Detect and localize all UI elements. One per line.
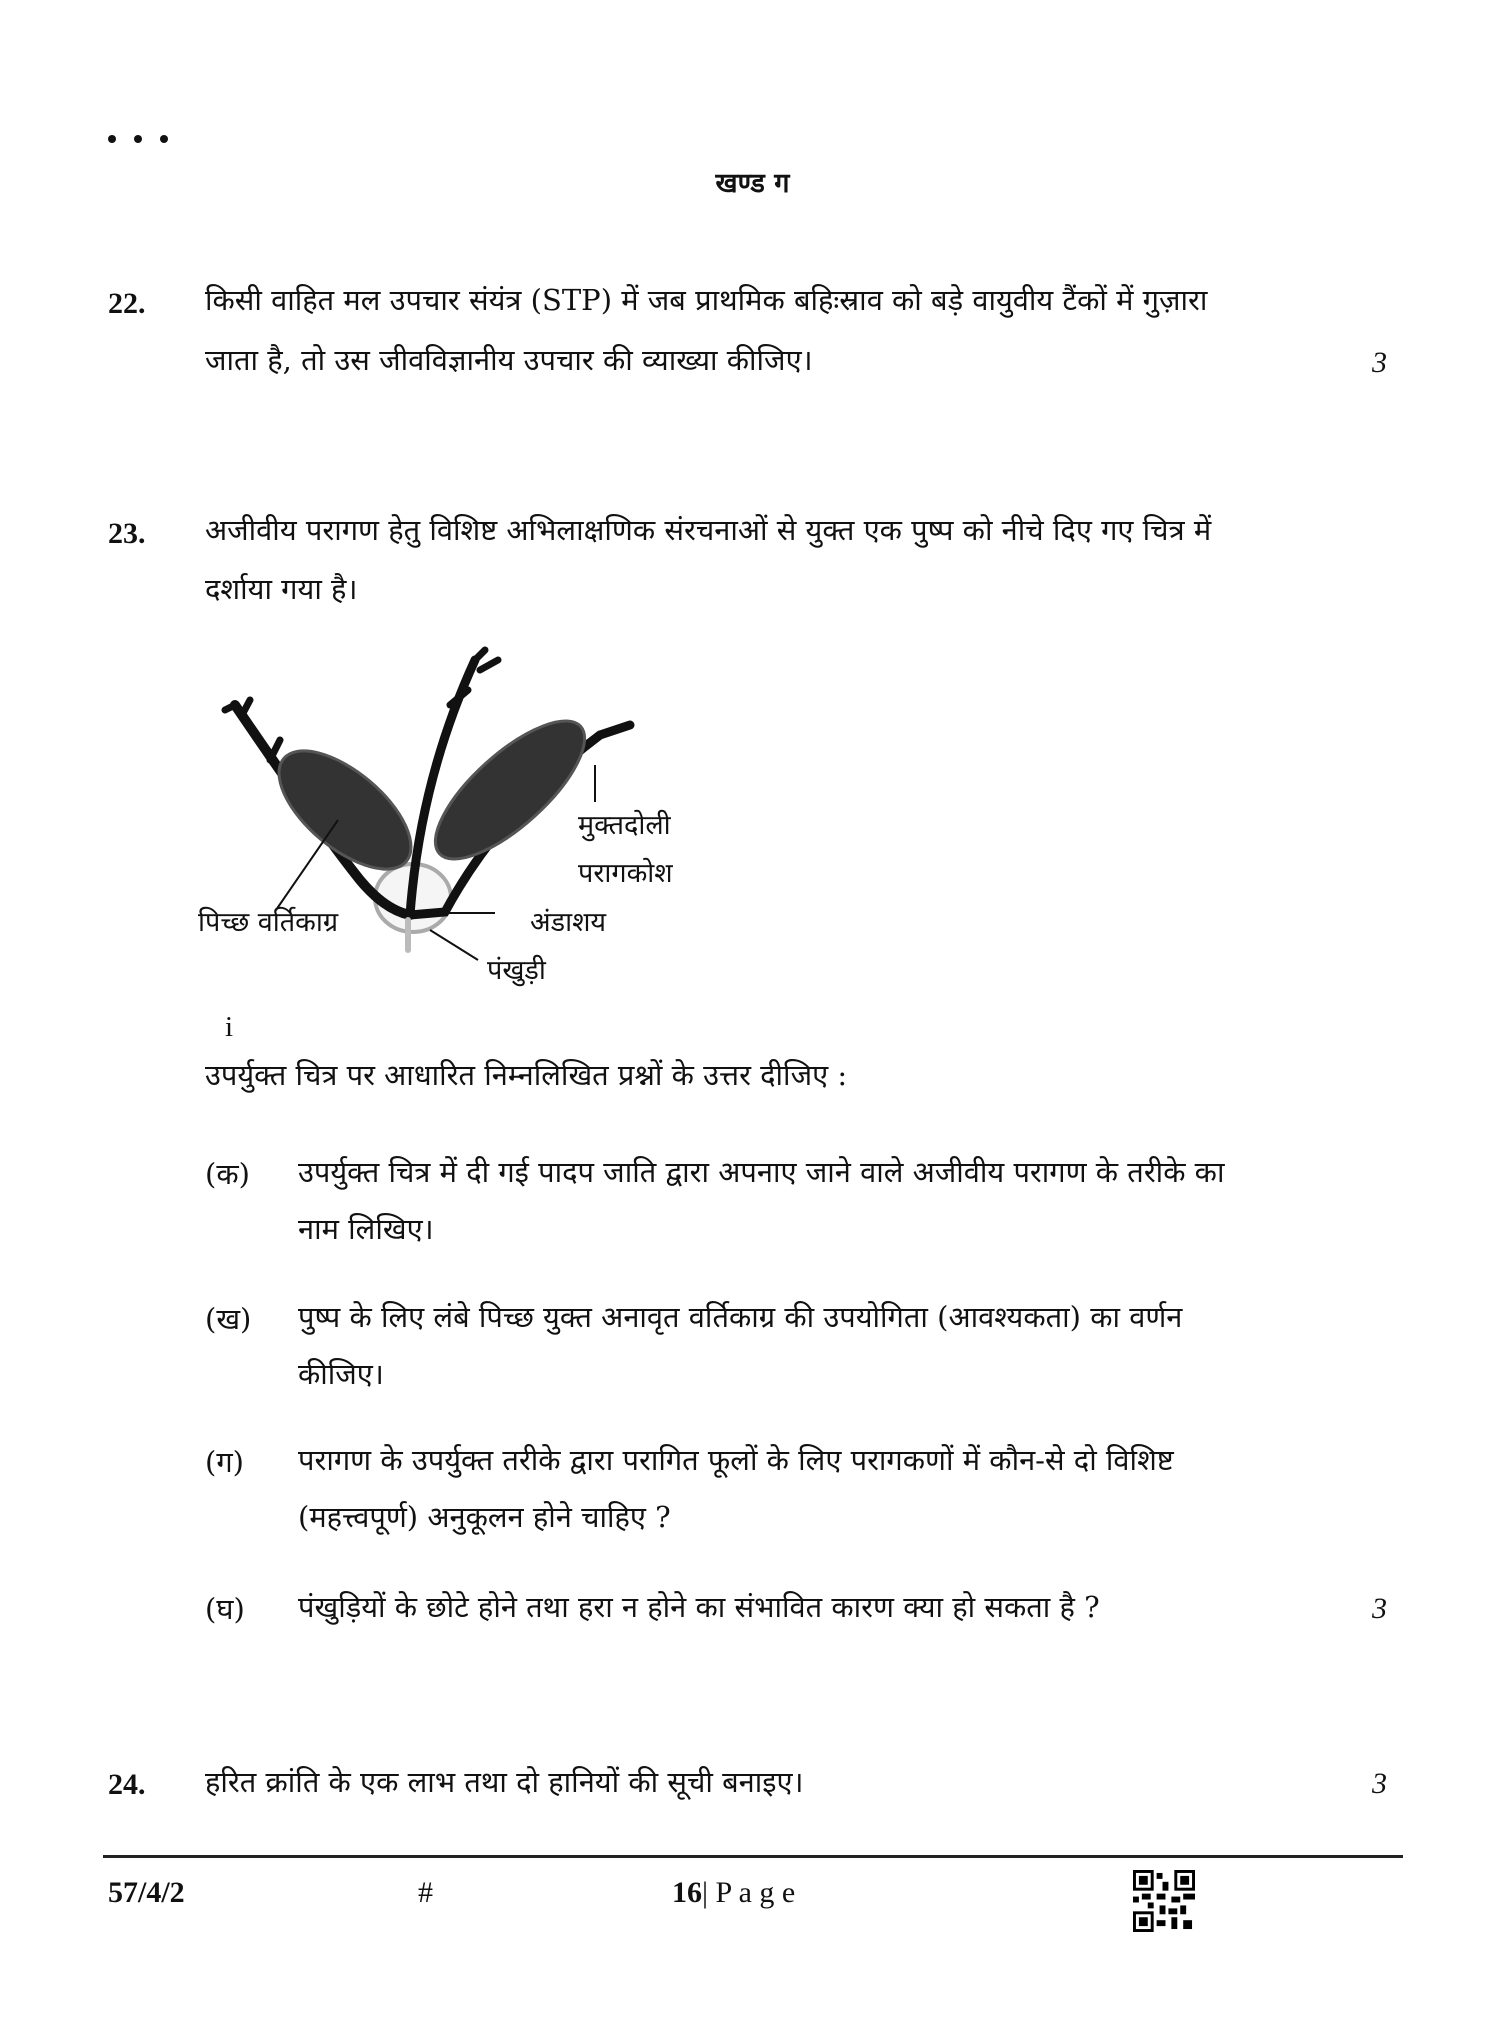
part-text-line: परागण के उपर्युक्त तरीके द्वारा परागित फूलों के लिए परागकणों में कौन-से दो विशिष्ट <box>298 1443 1174 1477</box>
part-label: (ग) <box>205 1445 244 1479</box>
marks: 3 <box>1372 346 1387 379</box>
question-number: 24. <box>108 1768 146 1801</box>
part-text-line: नाम लिखिए। <box>298 1212 434 1246</box>
question-number: 22. <box>108 287 146 320</box>
page-word: P a g e <box>715 1876 796 1909</box>
question-number: 23. <box>108 517 146 550</box>
question-text-line: दर्शाया गया है। <box>205 572 358 606</box>
part-text-line: पुष्प के लिए लंबे पिच्छ युक्त अनावृत वर्तिकाग्र की उपयोगिता (आवश्यकता) का वर्णन <box>298 1300 1183 1334</box>
paper-code: 57/4/2 <box>108 1876 185 1909</box>
question-text-line: किसी वाहित मल उपचार संयंत्र (STP) में जब प्राथमिक बहिःस्राव को बड़े वायुवीय टैंकों में गुज़ारा <box>205 283 1208 317</box>
footer-rule <box>103 1855 1403 1858</box>
label-versatile-anther-1: मुक्तदोली <box>578 810 671 841</box>
question-text-line: जाता है, तो उस जीवविज्ञानीय उपचार की व्याख्या कीजिए। <box>205 343 813 377</box>
label-feathery-stigma: पिच्छ वर्तिकाग्र <box>198 907 339 938</box>
figure-intro: उपर्युक्त चित्र पर आधारित निम्नलिखित प्रश्नों के उत्तर दीजिए : <box>205 1058 848 1092</box>
marks: 3 <box>1372 1767 1387 1800</box>
marks: 3 <box>1372 1592 1387 1625</box>
part-label: (ख) <box>205 1302 252 1336</box>
question-text-line: अजीवीय परागण हेतु विशिष्ट अभिलाक्षणिक संरचनाओं से युक्त एक पुष्प को नीचे दिए गए चित्र में <box>205 513 1212 547</box>
stray-mark: i <box>225 1011 234 1043</box>
label-petal: पंखुड़ी <box>487 955 546 986</box>
part-text-line: पंखुड़ियों के छोटे होने तथा हरा न होने का संभावित कारण क्या हो सकता है ? <box>298 1590 1100 1624</box>
section-title: खण्ड ग <box>715 168 790 199</box>
footer-hash: # <box>418 1876 433 1909</box>
part-text-line: कीजिए। <box>298 1357 384 1391</box>
part-label: (क) <box>205 1157 250 1191</box>
label-ovary: अंडाशय <box>530 907 607 938</box>
ellipsis-marker <box>108 128 186 147</box>
qr-code-icon <box>1133 1870 1195 1932</box>
question-text-line: हरित क्रांति के एक लाभ तथा दो हानियों की सूची बनाइए। <box>205 1765 804 1799</box>
part-text-line: (महत्त्वपूर्ण) अनुकूलन होने चाहिए ? <box>298 1500 671 1534</box>
page-indicator <box>672 1876 795 1910</box>
page-separator: | <box>702 1876 716 1909</box>
label-versatile-anther-2: परागकोश <box>578 858 673 889</box>
part-text-line: उपर्युक्त चित्र में दी गई पादप जाति द्वारा अपनाए जाने वाले अजीवीय परागण के तरीके का <box>298 1155 1225 1189</box>
part-label: (घ) <box>205 1592 245 1626</box>
page-number: 16 <box>672 1876 702 1909</box>
